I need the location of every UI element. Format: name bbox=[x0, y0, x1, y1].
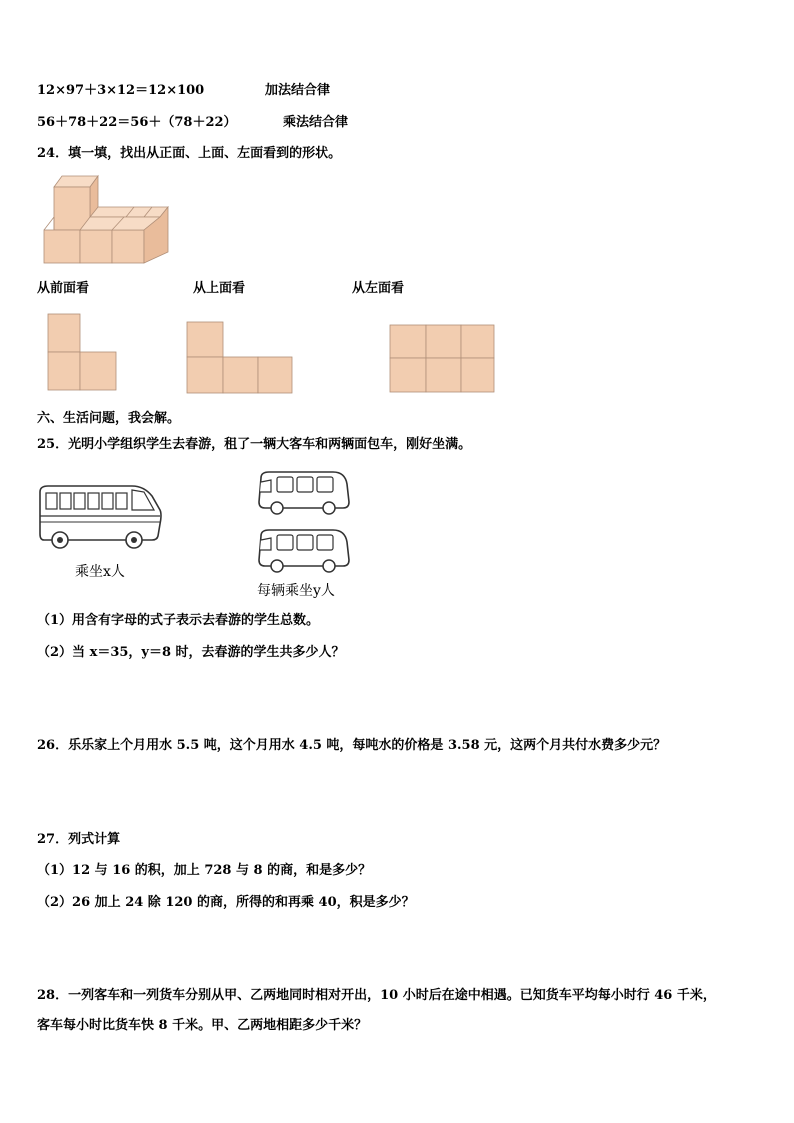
q24-prompt: 24．填一填，找出从正面、上面、左面看到的形状。 bbox=[37, 146, 342, 161]
q27-title: 27．列式计算 bbox=[37, 832, 121, 847]
law-name-2: 乘法结合律 bbox=[283, 115, 349, 130]
law-expr-1: 12×97＋3×12＝12×100 bbox=[37, 83, 205, 98]
view-left-label: 从左面看 bbox=[352, 281, 405, 296]
q25-prompt: 25．光明小学组织学生去春游，租了一辆大客车和两辆面包车，刚好坐满。 bbox=[37, 437, 472, 452]
van-caption: 每辆乘坐y人 bbox=[257, 583, 335, 599]
cube-stack-figure bbox=[40, 172, 180, 272]
view-left-shape bbox=[390, 325, 500, 395]
q28-line2: 客车每小时比货车快 8 千米。甲、乙两地相距多少千米？ bbox=[37, 1018, 368, 1033]
van-icon-1 bbox=[255, 468, 355, 518]
van-icon-2 bbox=[255, 526, 355, 576]
q26-prompt: 26．乐乐家上个月用水 5.5 吨，这个月用水 4.5 吨，每吨水的价格是 3.58 元，这两个月共付水费多少元？ bbox=[37, 738, 667, 753]
view-front-label: 从前面看 bbox=[37, 281, 90, 296]
q27-sub2: （2）26 加上 24 除 120 的商，所得的和再乘 40，积是多少？ bbox=[37, 895, 415, 910]
law-expr-2: 56＋78＋22＝56＋（78＋22） bbox=[37, 115, 237, 130]
q28-line1: 28．一列客车和一列货车分别从甲、乙两地同时相对开出，10 小时后在途中相遇。已知货车平均每小时行 46 千米， bbox=[37, 988, 716, 1003]
q25-sub1: （1）用含有字母的式子表示去春游的学生总数。 bbox=[37, 613, 320, 628]
view-front-shape bbox=[48, 314, 128, 394]
law-name-1: 加法结合律 bbox=[265, 83, 331, 98]
q27-sub1: （1）12 与 16 的积，加上 728 与 8 的商，和是多少？ bbox=[37, 863, 372, 878]
view-top-shape bbox=[187, 322, 297, 402]
q25-sub2: （2）当 x＝35，y＝8 时，去春游的学生共多少人？ bbox=[37, 645, 345, 660]
bus-caption: 乘坐x人 bbox=[75, 564, 125, 580]
view-top-label: 从上面看 bbox=[193, 281, 246, 296]
section-6-heading: 六、生活问题，我会解。 bbox=[37, 411, 181, 426]
bus-icon bbox=[36, 484, 166, 554]
